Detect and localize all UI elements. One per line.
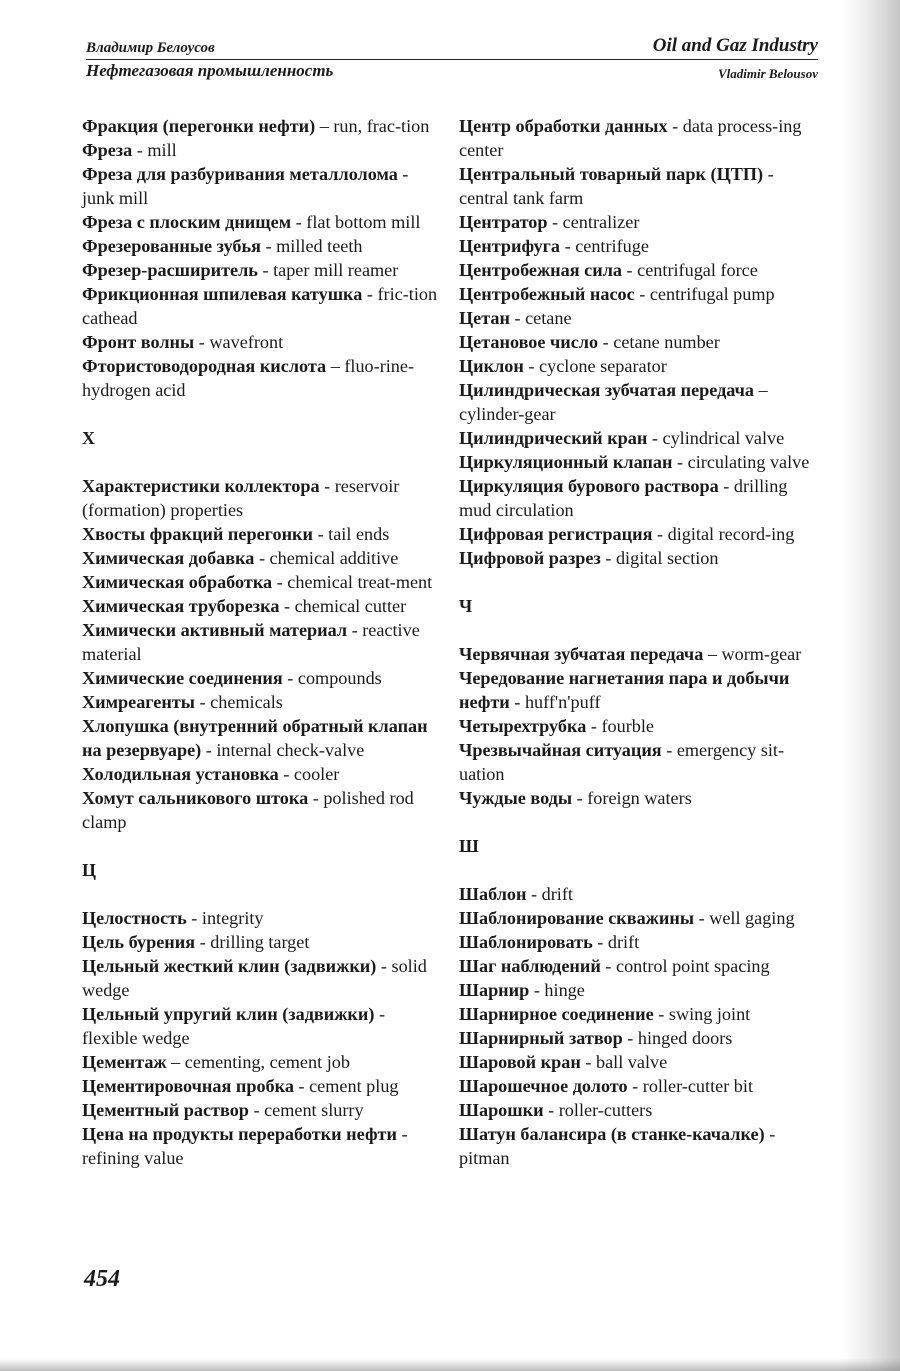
entry-term-ru: Химическая обработка <box>82 572 273 592</box>
dictionary-entry <box>459 210 819 234</box>
entry-separator: - <box>293 1076 310 1096</box>
entry-separator: - <box>763 164 774 184</box>
section-letter-tse: Ц <box>82 860 97 880</box>
dictionary-entry <box>459 1050 819 1074</box>
dictionary-entry <box>82 930 442 954</box>
entry-group <box>459 882 819 1170</box>
dictionary-entry <box>82 282 442 330</box>
entry-definition-en: hinge <box>544 980 585 1000</box>
dictionary-entry <box>82 786 442 834</box>
entry-term-ru: Фронт волны <box>82 332 195 352</box>
entry-term-ru: Фтористоводородная кислота <box>82 356 327 376</box>
entry-term-ru: Шарнир <box>459 980 530 1000</box>
dictionary-entry <box>82 1050 442 1074</box>
dictionary-entry <box>82 114 442 138</box>
dictionary-entry <box>459 882 819 906</box>
entry-term-ru: Червячная зубчатая передача <box>459 644 704 664</box>
page-bottom-shadow <box>0 1359 900 1371</box>
entry-definition-en: chemical additive <box>269 548 399 568</box>
dictionary-entry <box>82 234 442 258</box>
entry-term-ru: Цетан <box>459 308 510 328</box>
entry-separator: - <box>319 476 335 496</box>
entry-term-ru: Фреза <box>82 140 133 160</box>
entry-separator: - <box>194 332 210 352</box>
entry-separator: - <box>397 164 409 184</box>
entry-definition-en: internal check-valve <box>216 740 365 760</box>
section-letter-che: Ч <box>459 596 473 616</box>
entry-term-ru: Шарошки <box>459 1100 544 1120</box>
entry-term-ru: Чередование нагнетания пара и добычи нефти <box>459 668 790 712</box>
running-header-top <box>86 33 818 57</box>
entry-definition-en: circulating valve <box>687 452 810 472</box>
entry-definition-en: tail ends <box>328 524 390 544</box>
entry-separator: - <box>652 524 668 544</box>
entry-separator: - <box>291 212 307 232</box>
entry-definition-en: chemicals <box>210 692 283 712</box>
dictionary-entry <box>459 306 819 330</box>
entry-term-ru: Химреагенты <box>82 692 195 712</box>
entry-separator: - <box>627 1076 643 1096</box>
entry-separator: - <box>764 1124 776 1144</box>
dictionary-entry <box>459 474 819 522</box>
entry-separator: - <box>661 740 677 760</box>
entry-separator: – <box>754 380 768 400</box>
dictionary-entry <box>459 1026 819 1050</box>
dictionary-entry <box>82 714 442 762</box>
entry-definition-en: reactive material <box>82 620 420 664</box>
entry-definition-en: cement slurry <box>264 1100 364 1120</box>
entry-term-ru: Шаблон <box>459 884 527 904</box>
entry-definition-en: worm-gear <box>721 644 802 664</box>
dictionary-entry <box>459 642 819 666</box>
dictionary-entry <box>459 978 819 1002</box>
entry-definition-en: digital record-ing <box>667 524 795 544</box>
entry-term-ru: Цилиндрическая зубчатая передача <box>459 380 755 400</box>
dictionary-entry <box>459 1098 819 1122</box>
entry-definition-en: emergency sit-uation <box>459 740 785 784</box>
entry-term-ru: Цементаж <box>82 1052 167 1072</box>
dictionary-entry <box>459 450 819 474</box>
entry-separator: – <box>315 116 334 136</box>
entry-definition-en: drilling target <box>210 932 310 952</box>
entry-separator: - <box>260 236 277 256</box>
entry-separator: - <box>560 236 576 256</box>
entry-definition-en: pitman <box>459 1148 510 1168</box>
dictionary-entry <box>82 138 442 162</box>
entry-separator: – <box>326 356 345 376</box>
entry-term-ru: Фреза с плоским днищем <box>82 212 292 232</box>
entry-separator: - <box>672 452 688 472</box>
entry-definition-en: wavefront <box>209 332 284 352</box>
dictionary-entry <box>82 906 442 930</box>
dictionary-entry <box>459 378 819 426</box>
author-name-en: Vladimir Belousov <box>717 66 818 81</box>
dictionary-entry <box>459 1074 819 1098</box>
dictionary-entry <box>459 954 819 978</box>
entry-separator: - <box>509 692 525 712</box>
dictionary-entry <box>459 1122 819 1170</box>
entry-definition-en: chemical cutter <box>294 596 407 616</box>
dictionary-entry <box>82 762 442 786</box>
dictionary-entry <box>459 906 819 930</box>
entry-definition-en: taper mill reamer <box>273 260 399 280</box>
entry-group <box>459 114 819 570</box>
dictionary-entry <box>82 522 442 546</box>
dictionary-entry <box>82 210 442 234</box>
entry-definition-en: polished rod clamp <box>82 788 414 832</box>
entry-separator: - <box>718 476 734 496</box>
entry-definition-en: mill <box>147 140 177 160</box>
entry-definition-en: cyclone separator <box>539 356 667 376</box>
entry-term-ru: Химическая труборезка <box>82 596 280 616</box>
entry-separator: - <box>523 356 540 376</box>
entry-definition-en: reservoir (formation) properties <box>82 476 400 520</box>
entry-term-ru: Цель бурения <box>82 932 196 952</box>
entry-term-ru: Четырехтрубка <box>459 716 587 736</box>
entry-group <box>82 114 442 402</box>
entry-definition-en: drift <box>607 932 640 952</box>
entry-definition-en: cetane number <box>613 332 720 352</box>
entry-separator: - <box>376 956 392 976</box>
entry-separator: - <box>347 620 363 640</box>
entry-definition-en: foreign waters <box>587 788 692 808</box>
entry-definition-en: hinged doors <box>637 1028 733 1048</box>
entry-separator: - <box>547 212 563 232</box>
entry-term-ru: Циркуляция бурового раствора <box>459 476 719 496</box>
dictionary-entry <box>459 1002 819 1026</box>
entry-definition-en: centrifugal pump <box>649 284 775 304</box>
dictionary-entry <box>82 1002 442 1050</box>
entry-term-ru: Химические соединения <box>82 668 283 688</box>
entry-term-ru: Хлопушка (внутренний обратный клапан на резервуаре) <box>82 716 428 760</box>
entry-separator: - <box>509 308 526 328</box>
entry-definition-en: huff'n'puff <box>524 692 601 712</box>
entry-term-ru: Фрезер-расширитель <box>82 260 258 280</box>
entry-separator: - <box>195 692 211 712</box>
dictionary-entry <box>459 714 819 738</box>
right-column <box>459 114 819 1170</box>
entry-separator: - <box>279 596 295 616</box>
entry-separator: – <box>703 644 722 664</box>
entry-separator: - <box>622 1028 638 1048</box>
entry-separator: - <box>374 1004 386 1024</box>
entry-definition-en: well gaging <box>709 908 795 928</box>
entry-group <box>459 642 819 810</box>
entry-definition-en: cylinder-gear <box>459 404 556 424</box>
entry-term-ru: Чуждые воды <box>459 788 573 808</box>
entry-separator: - <box>308 788 324 808</box>
entry-definition-en: chemical treat-ment <box>287 572 433 592</box>
entry-term-ru: Центр обработки данных <box>459 116 668 136</box>
dictionary-entry <box>82 690 442 714</box>
entry-term-ru: Цифровой разрез <box>459 548 601 568</box>
entry-definition-en: ball valve <box>595 1052 668 1072</box>
entry-definition-en: control point spacing <box>616 956 770 976</box>
entry-definition-en: run, frac-tion <box>333 116 430 136</box>
entry-definition-en: roller-cutters <box>558 1100 653 1120</box>
entry-separator: – <box>166 1052 185 1072</box>
book-title-en: Oil and Gaz Industry <box>652 35 818 56</box>
entry-term-ru: Фреза для разбуривания металлолома <box>82 164 398 184</box>
entry-separator: - <box>272 572 288 592</box>
dictionary-entry <box>459 666 819 714</box>
entry-separator: - <box>186 908 202 928</box>
entry-definition-en: centrifuge <box>575 236 649 256</box>
dictionary-entry <box>82 474 442 522</box>
entry-separator: - <box>634 284 650 304</box>
entry-definition-en: milled teeth <box>276 236 363 256</box>
entry-separator: - <box>592 932 608 952</box>
dictionary-entry <box>459 114 819 162</box>
header-rule <box>86 59 818 60</box>
entry-term-ru: Центратор <box>459 212 548 232</box>
entry-separator: - <box>195 932 211 952</box>
entry-term-ru: Цементировочная пробка <box>82 1076 294 1096</box>
entry-term-ru: Цетановое число <box>459 332 599 352</box>
entry-term-ru: Шаровой кран <box>459 1052 581 1072</box>
entry-definition-en: solid wedge <box>82 956 427 1000</box>
entry-term-ru: Шарнирное соединение <box>459 1004 654 1024</box>
dictionary-entry <box>82 546 442 570</box>
entry-group <box>82 906 442 1170</box>
dictionary-entry <box>459 522 819 546</box>
dictionary-entry <box>459 282 819 306</box>
dictionary-entry <box>82 258 442 282</box>
entry-definition-en: flexible wedge <box>82 1028 190 1048</box>
entry-separator: - <box>647 428 663 448</box>
dictionary-entry <box>459 738 819 786</box>
entry-separator: - <box>586 716 602 736</box>
entry-term-ru: Шарнирный затвор <box>459 1028 623 1048</box>
entry-definition-en: digital section <box>615 548 719 568</box>
entry-definition-en: integrity <box>201 908 264 928</box>
entry-definition-en: cylindrical valve <box>662 428 785 448</box>
entry-separator: - <box>598 332 614 352</box>
entry-group <box>82 474 442 834</box>
entry-separator: - <box>580 1052 596 1072</box>
entry-separator: - <box>600 548 616 568</box>
entry-separator: - <box>282 668 298 688</box>
dictionary-entry <box>459 426 819 450</box>
entry-separator: - <box>278 764 294 784</box>
entry-term-ru: Цементный раствор <box>82 1100 249 1120</box>
entry-definition-en: drift <box>541 884 573 904</box>
entry-separator: - <box>600 956 617 976</box>
left-column <box>82 114 442 1170</box>
entry-definition-en: fric-tion cathead <box>82 284 438 328</box>
entry-separator: - <box>526 884 542 904</box>
dictionary-entry <box>459 162 819 210</box>
author-name-ru: Владимир Белоусов <box>86 40 215 56</box>
dictionary-entry <box>82 618 442 666</box>
entry-term-ru: Цельный упругий клин (задвижки) <box>82 1004 375 1024</box>
entry-separator: - <box>622 260 638 280</box>
entry-term-ru: Фрезерованные зубья <box>82 236 261 256</box>
entry-term-ru: Цельный жесткий клин (задвижки) <box>82 956 377 976</box>
entry-separator: - <box>543 1100 559 1120</box>
entry-definition-en: swing joint <box>668 1004 751 1024</box>
entry-definition-en: cooler <box>293 764 340 784</box>
entry-term-ru: Хвосты фракций перегонки <box>82 524 314 544</box>
dictionary-entry <box>82 354 442 402</box>
dictionary-entry <box>82 666 442 690</box>
entry-definition-en: centralizer <box>562 212 640 232</box>
dictionary-entry <box>459 330 819 354</box>
entry-separator: - <box>529 980 545 1000</box>
entry-term-ru: Цифровая регистрация <box>459 524 653 544</box>
entry-term-ru: Чрезвычайная ситуация <box>459 740 662 760</box>
entry-definition-en: data process-ing center <box>459 116 802 160</box>
entry-definition-en: central tank farm <box>459 188 584 208</box>
entry-separator: - <box>572 788 588 808</box>
dictionary-entry <box>82 594 442 618</box>
entry-separator: - <box>132 140 148 160</box>
page-number: 454 <box>84 1266 120 1292</box>
entry-definition-en: cementing, cement job <box>184 1052 350 1072</box>
running-header-bottom <box>86 61 818 85</box>
entry-definition-en: cetane <box>525 308 572 328</box>
dictionary-entry <box>82 1098 442 1122</box>
entry-definition-en: compounds <box>297 668 382 688</box>
entry-term-ru: Хомут сальникового штока <box>82 788 309 808</box>
entry-term-ru: Характеристики коллектора <box>82 476 320 496</box>
dictionary-entry <box>459 354 819 378</box>
dictionary-entry <box>459 546 819 570</box>
entry-separator: - <box>362 284 378 304</box>
entry-term-ru: Цена на продукты переработки нефти <box>82 1124 397 1144</box>
entry-term-ru: Шаблонирование скважины <box>459 908 695 928</box>
dictionary-entry <box>459 258 819 282</box>
entry-definition-en: flat bottom mill <box>306 212 421 232</box>
entry-term-ru: Циклон <box>459 356 524 376</box>
entry-term-ru: Шатун балансира (в станке-качалке) <box>459 1124 765 1144</box>
entry-term-ru: Циркуляционный клапан <box>459 452 673 472</box>
entry-term-ru: Шарошечное долото <box>459 1076 628 1096</box>
entry-separator: - <box>313 524 329 544</box>
dictionary-entry <box>459 234 819 258</box>
entry-term-ru: Центробежный насос <box>459 284 635 304</box>
entry-term-ru: Шаг наблюдений <box>459 956 601 976</box>
dictionary-entry <box>82 330 442 354</box>
entry-separator: - <box>201 740 217 760</box>
entry-term-ru: Фракция (перегонки нефти) <box>82 116 316 136</box>
entry-definition-en: fourble <box>601 716 654 736</box>
dictionary-entry <box>459 786 819 810</box>
entry-definition-en: junk mill <box>82 188 149 208</box>
entry-term-ru: Химическая добавка <box>82 548 255 568</box>
entry-definition-en: cement plug <box>309 1076 399 1096</box>
entry-term-ru: Центральный товарный парк (ЦТП) <box>459 164 764 184</box>
entry-definition-en: refining value <box>82 1148 184 1168</box>
entry-separator: - <box>254 548 270 568</box>
entry-definition-en: fluo-rine-hydrogen acid <box>82 356 415 400</box>
dictionary-entry <box>82 1074 442 1098</box>
entry-term-ru: Фрикционная шпилевая катушка <box>82 284 363 304</box>
entry-term-ru: Шаблонировать <box>459 932 593 952</box>
dictionary-entry <box>82 162 442 210</box>
entry-term-ru: Центробежная сила <box>459 260 622 280</box>
dictionary-entry <box>459 930 819 954</box>
entry-definition-en: roller-cutter bit <box>642 1076 753 1096</box>
entry-separator: - <box>667 116 683 136</box>
book-title-ru: Нефтегазовая промышленность <box>86 61 334 80</box>
entry-term-ru: Целостность <box>82 908 187 928</box>
entry-separator: - <box>257 260 274 280</box>
entry-term-ru: Центрифуга <box>459 236 561 256</box>
entry-term-ru: Холодильная установка <box>82 764 279 784</box>
dictionary-entry <box>82 1122 442 1170</box>
entry-definition-en: drilling mud circulation <box>459 476 788 520</box>
entry-separator: - <box>653 1004 669 1024</box>
entry-term-ru: Химически активный материал <box>82 620 348 640</box>
section-letter-sha: Ш <box>459 836 479 856</box>
dictionary-entry <box>82 570 442 594</box>
entry-definition-en: centrifugal force <box>637 260 758 280</box>
dictionary-entry <box>82 954 442 1002</box>
entry-separator: - <box>694 908 710 928</box>
entry-separator: - <box>396 1124 408 1144</box>
entry-term-ru: Цилиндрический кран <box>459 428 648 448</box>
entry-separator: - <box>248 1100 265 1120</box>
page-edge-shadow <box>842 0 900 1371</box>
section-letter-kha: Х <box>82 428 95 448</box>
